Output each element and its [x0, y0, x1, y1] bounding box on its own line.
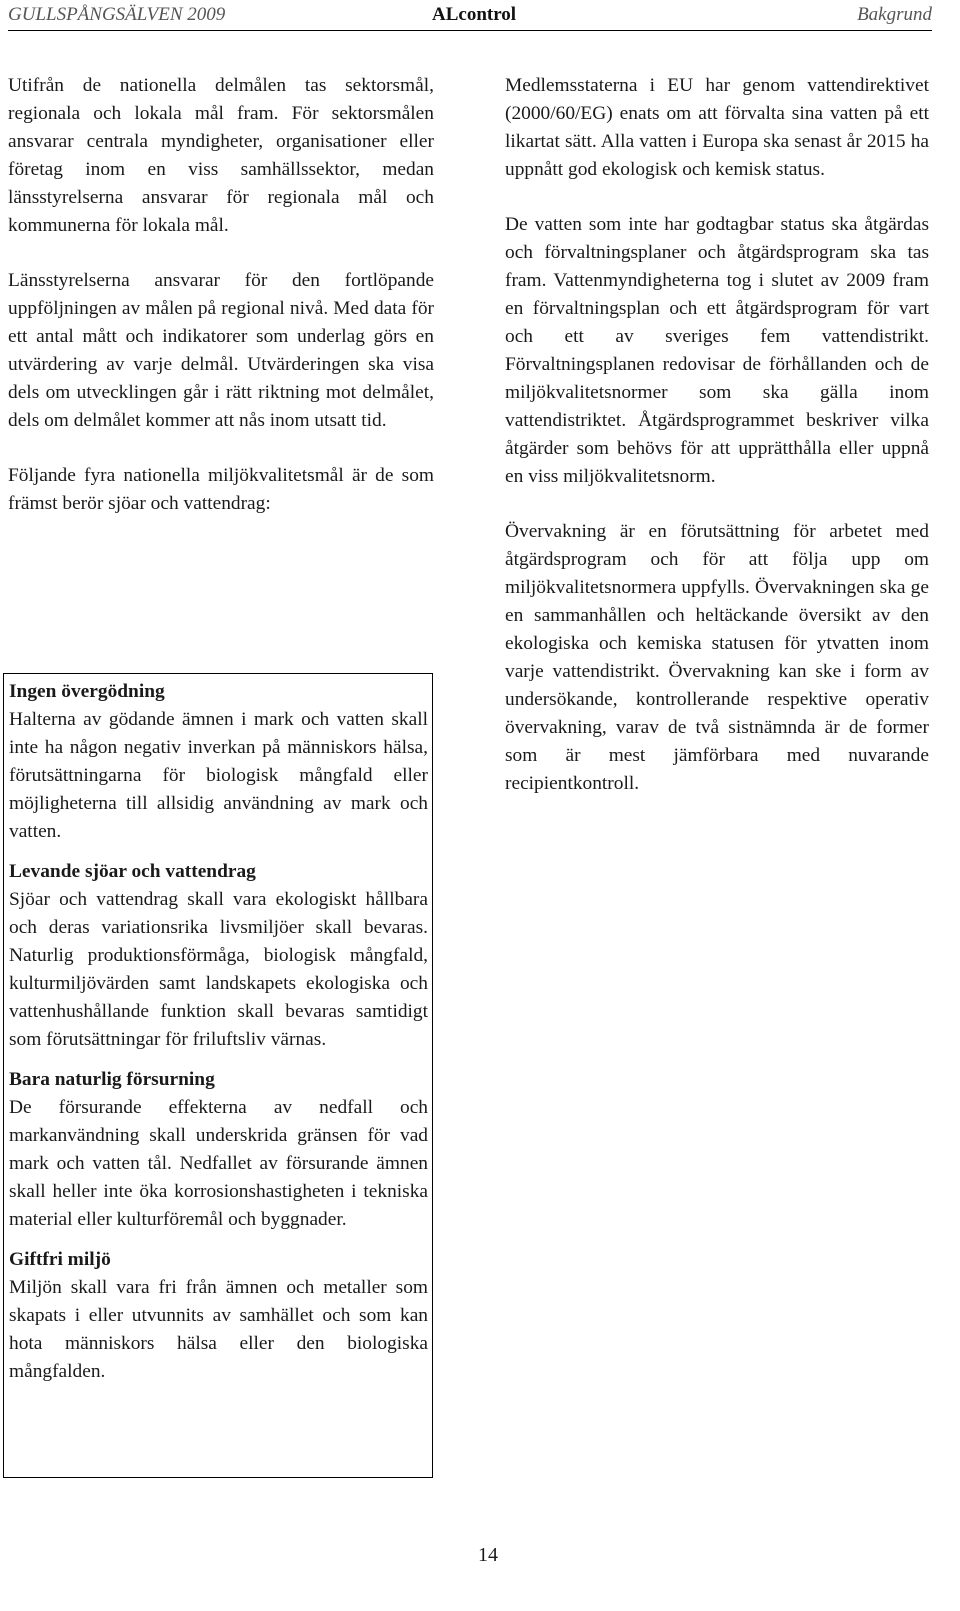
left-column [8, 72, 434, 545]
paragraph-water-directive: Medlemsstaterna i EU har genom vattendirektivet (2000/60/EG) enats om att förvalta sina vatten på ett likartat sätt. Alla vatten i Europa ska senast år 2015 ha uppnått god ekologisk och kemisk status. [505, 75, 929, 180]
environmental-goals-box [3, 673, 433, 1478]
goal-title: Levande sjöar och vattendrag [9, 861, 256, 882]
goal-text: Miljön skall vara fri från ämnen och metaller som skapats i eller utvunnits av samhället och som kan hota människors hälsa eller den biologiska mångfalden. [9, 1277, 428, 1382]
goal-title: Giftfri miljö [9, 1249, 111, 1270]
goal-text: De försurande effekterna av nedfall och markanvändning skall underskrida gränsen för vad mark och vatten tål. Nedfallet av försurande ämnen skall heller inte öka korrosionshastigheten i tekniska material eller kulturföremål och byggnader. [9, 1097, 428, 1230]
goal-title: Ingen övergödning [9, 681, 165, 702]
paragraph-management-plans: De vatten som inte har godtagbar status ska åtgärdas och förvaltningsplaner och åtgärdsprogram ska tas fram. Vattenmyndigheterna tog i slutet av 2009 fram en förvaltningsplan och ett åtgärdsprogram för vart och ett av sveriges fem vattendistrikt. Förvaltningsplanen redovisar de förhållanden och de miljökvalitetsnormer som ska gälla inom vattendistriktet. Åtgärdsprogrammet beskriver vilka åtgärder som behövs för att upprätthålla eller uppnå en viss miljökvalitetsnorm. [505, 214, 929, 487]
goal-text: Halterna av gödande ämnen i mark och vatten skall inte ha någon negativ inverkan på människors hälsa, förutsättningarna för biologisk mångfald eller möjligheterna till allsidig användning av mark och vatten. [9, 709, 428, 842]
header-company: ALcontrol [432, 4, 517, 25]
paragraph-county-followup: Länsstyrelserna ansvarar för den fortlöpande uppföljningen av målen på regional nivå. Med data för ett antal mått och indikatorer som underlag görs en utvärdering av varje delmål. Utvärderingen ska visa dels om utvecklingen går i rätt riktning mot delmålet, dels om delmålet kommer att nås inom utsatt tid. [8, 270, 434, 431]
page-number: 14 [478, 1544, 498, 1566]
paragraph-goals-intro: Följande fyra nationella miljökvalitetsmål är de som främst berör sjöar och vattendrag: [8, 465, 434, 514]
right-column [505, 72, 929, 825]
goal-no-eutrophication [9, 678, 432, 846]
goal-title: Bara naturlig försurning [9, 1069, 215, 1090]
goal-natural-acidification [9, 1066, 432, 1234]
goal-text: Sjöar och vattendrag skall vara ekologiskt hållbara och deras variationsrika livsmiljöer skall bevaras. Naturlig produktionsförmåga, biologisk mångfald, kulturmiljövärden samt landskapets ekologiska och vattenhushållande funktion skall bevaras samtidigt som förutsättningar för friluftsliv värnas. [9, 889, 428, 1050]
paragraph-monitoring: Övervakning är en förutsättning för arbetet med åtgärdsprogram och för att följa upp om miljökvalitetsnormera uppfylls. Övervakningen ska ge en sammanhållen och heltäckande översikt av den ekologiska och kemiska statusen för ytvatten inom varje vattendistrikt. Övervakning kan ske i form av undersökande, kontrollerande respektive operativ övervakning, varav de två sistnämnda är de former som är mest jämförbara med nuvarande recipientkontroll. [505, 521, 929, 794]
goal-non-toxic-environment [9, 1246, 432, 1386]
header-report-title: GULLSPÅNGSÄLVEN 2009 [8, 4, 226, 25]
header-section: Bakgrund [857, 4, 932, 25]
page-header [8, 0, 932, 31]
goal-living-lakes [9, 858, 432, 1054]
paragraph-sector-goals: Utifrån de nationella delmålen tas sektorsmål, regionala och lokala mål fram. För sektorsmålen ansvarar centrala myndigheter, organisationer eller företag inom en viss samhällssektor, medan länsstyrelserna ansvarar för regionala mål och kommunerna för lokala mål. [8, 75, 434, 236]
